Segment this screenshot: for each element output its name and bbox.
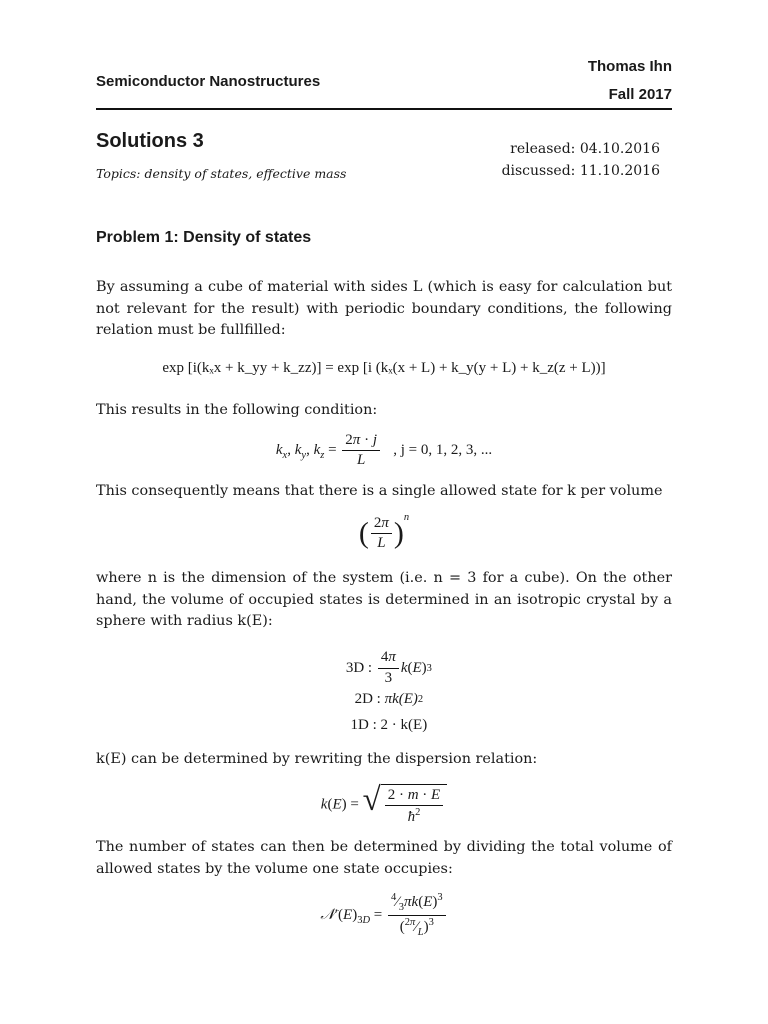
- paragraph-condition: This results in the following condition:: [96, 402, 378, 418]
- equation-3d: 3D : $\frac{4\pi}{3}$ k ( E ) 3: [96, 650, 672, 686]
- header-rule: [96, 108, 672, 110]
- paragraph-dispersion: k(E) can be determined by rewriting the dispersion relation:: [96, 751, 538, 767]
- paragraph-intro: By assuming a cube of material with sides L (which is easy for calculation but not relevant for the result) with periodic boundary conditions, the following relation must be fullfilled:: [96, 279, 672, 338]
- equation-n-prime: $𝒩'(E)_{3D}$ = $\frac{^4⁄_3\pi k(E)^3}{(^{2\pi}⁄_L)^3}$: [96, 892, 672, 939]
- expr-2d: πk(E): [384, 690, 418, 707]
- topics-line: Topics: density of states, effective mass: [96, 166, 347, 181]
- released-date: released: 04.10.2016: [510, 141, 660, 157]
- dates-block: [502, 138, 660, 182]
- equation-volume-per-state: ( $\frac{2\pi}{L}$ )$^n$: [358, 512, 410, 551]
- equation-k-condition-tail: , j = 0, 1, 2, 3, ...: [393, 442, 493, 459]
- equation-k-of-e: k(E) = √ $\frac{2 \cdot m \cdot E}{ħ^2}$: [96, 784, 672, 827]
- label-1d: 1D :: [350, 716, 377, 733]
- page-title: Solutions 3: [96, 130, 204, 152]
- label-3d: 3D :: [345, 659, 373, 676]
- equation-periodic-boundary: [96, 360, 672, 377]
- equation-k-condition: $k_x$, $k_y$, $k_z$ = $\frac{2\pi \cdot j}{L}$ , j = 0, 1, 2, 3, ...: [275, 432, 493, 469]
- term-label: Fall 2017: [608, 86, 672, 103]
- equation-periodic-boundary-text: exp [i(kₓx + k_yy + k_zz)] = exp [i (kₓ(x + L) + k_y(y + L) + k_z(z + L))]: [162, 360, 606, 376]
- equation-dimension-volumes: [96, 650, 672, 738]
- label-2d: 2D :: [354, 690, 381, 707]
- paragraph-allowed-state: This consequently means that there is a single allowed state for k per volume: [96, 483, 663, 499]
- problem-heading: Problem 1: Density of states: [96, 229, 312, 246]
- paragraph-number-of-states: The number of states can then be determined by dividing the total volume of allowed states by the volume one state occupies:: [96, 839, 672, 877]
- equation-2d: 2D : πk(E) 2: [96, 686, 672, 712]
- expr-1d: 2 · k(E): [380, 716, 428, 733]
- course-title: Semiconductor Nanostructures: [96, 73, 321, 90]
- author-name: Thomas Ihn: [587, 58, 672, 75]
- paragraph-dimension: where n is the dimension of the system (i.e. n = 3 for a cube). On the other hand, the volume of occupied states is determined in an isotropic crystal by a sphere with radius k(E):: [96, 570, 672, 629]
- equation-1d: [96, 712, 672, 738]
- discussed-date: discussed: 11.10.2016: [501, 163, 660, 179]
